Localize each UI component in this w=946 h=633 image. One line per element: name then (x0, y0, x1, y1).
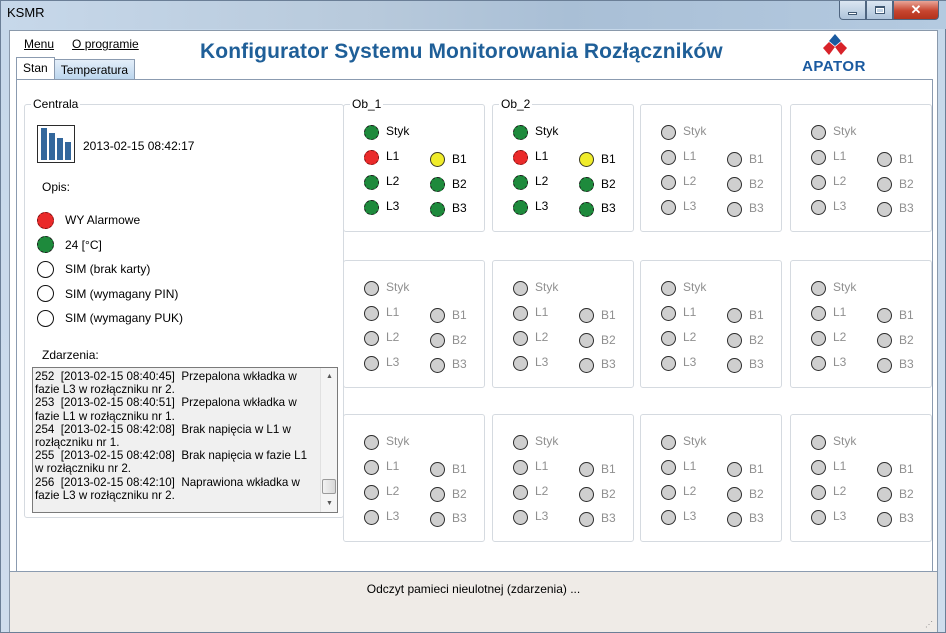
led-l3-icon (364, 510, 379, 525)
close-icon: ✕ (910, 2, 922, 17)
led-label-l2: L2 (386, 174, 400, 188)
led-label-l3: L3 (535, 509, 549, 523)
led-label-b3: B3 (749, 511, 764, 525)
led-b3-icon (727, 202, 742, 217)
status-label: WY Alarmowe (65, 213, 141, 228)
disconnector-box-4 (790, 104, 932, 232)
led-b2-icon (877, 333, 892, 348)
tab-strip (16, 57, 135, 79)
led-label-l1: L1 (535, 305, 549, 319)
led-l1-icon (661, 150, 676, 165)
event-entry: 252 [2013-02-15 08:40:45] Przepalona wkładka w fazie L3 w rozłączniku nr 2. (35, 370, 297, 397)
led-label-l1: L1 (833, 459, 847, 473)
app-title: Konfigurator Systemu Monitorowania Rozłączników (200, 40, 723, 63)
led-label-l3: L3 (683, 509, 697, 523)
tab-panel-stan (16, 79, 933, 577)
led-b2-icon (877, 177, 892, 192)
led-b3-icon (877, 358, 892, 373)
led-l1-icon (661, 460, 676, 475)
event-entry: 255 [2013-02-15 08:42:08] Brak napięcia w fazie L1 w rozłączniku nr 2. (35, 449, 308, 476)
centrala-status-list (37, 208, 183, 331)
led-label-b1: B1 (601, 308, 616, 322)
status-bar (10, 571, 937, 632)
led-b3-icon (727, 512, 742, 527)
led-styk-icon (513, 435, 528, 450)
disconnector-title: Ob_2 (501, 97, 531, 111)
menu-bar (24, 37, 139, 51)
led-l3-icon (661, 200, 676, 215)
led-b2-icon (727, 333, 742, 348)
led-label-b2: B2 (452, 177, 467, 191)
led-l3-icon (364, 356, 379, 371)
title-bar[interactable] (1, 1, 946, 29)
led-label-styk: Styk (535, 280, 559, 294)
disconnector-title: Ob_1 (352, 97, 382, 111)
led-b2-icon (579, 333, 594, 348)
menu-item-menu[interactable]: Menu (24, 37, 55, 51)
led-label-b3: B3 (899, 357, 914, 371)
opis-label: Opis: (42, 180, 71, 194)
led-label-l1: L1 (833, 149, 847, 163)
signal-bars-icon (37, 125, 75, 163)
led-b1-icon (877, 462, 892, 477)
led-l2-icon (661, 485, 676, 500)
led-label-l3: L3 (535, 355, 549, 369)
led-l3-icon (811, 510, 826, 525)
led-b1-icon (727, 308, 742, 323)
led-l3-icon (364, 200, 379, 215)
led-b2-icon (579, 177, 594, 192)
led-label-b3: B3 (601, 201, 616, 215)
led-label-l3: L3 (386, 509, 400, 523)
led-label-l2: L2 (683, 330, 697, 344)
disconnector-box-5 (343, 260, 485, 388)
led-label-l2: L2 (833, 174, 847, 188)
led-label-b2: B2 (601, 333, 616, 347)
led-label-b3: B3 (601, 357, 616, 371)
led-indicator-red (37, 212, 54, 229)
led-b1-icon (430, 308, 445, 323)
led-label-styk: Styk (683, 124, 707, 138)
disconnector-box-3 (640, 104, 782, 232)
status-bar-text: Odczyt pamieci nieulotnej (zdarzenia) ... (366, 582, 581, 596)
led-l2-icon (661, 175, 676, 190)
scroll-down-arrow-icon[interactable]: ▼ (326, 500, 333, 507)
led-label-b1: B1 (899, 462, 914, 476)
led-label-b1: B1 (452, 462, 467, 476)
led-b3-icon (430, 202, 445, 217)
led-label-l3: L3 (683, 355, 697, 369)
led-l2-icon (364, 331, 379, 346)
led-b2-icon (430, 487, 445, 502)
led-label-styk: Styk (683, 280, 707, 294)
status-sim-pin (37, 282, 183, 307)
led-label-l1: L1 (833, 305, 847, 319)
disconnector-box-11 (640, 414, 782, 542)
led-indicator-empty (37, 310, 54, 327)
led-label-styk: Styk (833, 280, 857, 294)
led-label-b3: B3 (452, 511, 467, 525)
led-label-b3: B3 (601, 511, 616, 525)
led-b2-icon (727, 487, 742, 502)
led-label-l1: L1 (386, 305, 400, 319)
led-label-b3: B3 (749, 201, 764, 215)
scrollbar-thumb[interactable] (322, 479, 336, 494)
led-styk-icon (364, 435, 379, 450)
disconnector-box-7 (640, 260, 782, 388)
led-label-l2: L2 (833, 484, 847, 498)
led-l2-icon (513, 331, 528, 346)
led-l1-icon (513, 150, 528, 165)
led-styk-icon (811, 281, 826, 296)
led-l1-icon (513, 460, 528, 475)
led-b3-icon (579, 358, 594, 373)
led-b2-icon (430, 333, 445, 348)
status-sim-puk (37, 306, 183, 331)
led-b3-icon (430, 512, 445, 527)
centrala-groupbox (24, 97, 344, 518)
led-label-l2: L2 (535, 330, 549, 344)
menu-item-o-programie[interactable]: O programie (72, 37, 139, 51)
led-l3-icon (513, 510, 528, 525)
led-l1-icon (811, 460, 826, 475)
led-label-b1: B1 (899, 308, 914, 322)
led-b1-icon (579, 152, 594, 167)
client-area (9, 30, 938, 632)
led-label-b1: B1 (601, 462, 616, 476)
led-label-l1: L1 (683, 305, 697, 319)
maximize-button[interactable] (866, 1, 893, 20)
led-label-b2: B2 (452, 333, 467, 347)
led-b1-icon (877, 152, 892, 167)
led-l1-icon (661, 306, 676, 321)
disconnector-box-6 (492, 260, 634, 388)
led-l1-icon (364, 306, 379, 321)
scroll-up-arrow-icon[interactable]: ▲ (326, 373, 333, 380)
led-label-b2: B2 (749, 487, 764, 501)
disconnector-box-1 (343, 97, 485, 232)
events-label: Zdarzenia: (42, 348, 99, 362)
led-b1-icon (579, 462, 594, 477)
maximize-icon (875, 6, 885, 14)
led-label-b2: B2 (899, 487, 914, 501)
led-label-l3: L3 (386, 199, 400, 213)
led-b3-icon (579, 512, 594, 527)
minimize-button[interactable] (839, 1, 866, 20)
disconnector-box-8 (790, 260, 932, 388)
led-l2-icon (811, 485, 826, 500)
led-l1-icon (364, 150, 379, 165)
events-scrollbar[interactable] (320, 368, 337, 512)
led-l2-icon (364, 175, 379, 190)
led-label-b1: B1 (749, 308, 764, 322)
status-temperature (37, 233, 183, 258)
led-l3-icon (513, 200, 528, 215)
led-label-b2: B2 (452, 487, 467, 501)
window-controls (839, 1, 939, 21)
led-label-styk: Styk (386, 434, 410, 448)
events-list (35, 370, 315, 502)
led-label-b3: B3 (749, 357, 764, 371)
status-label: SIM (wymagany PIN) (65, 286, 179, 301)
led-label-b3: B3 (452, 357, 467, 371)
led-styk-icon (364, 125, 379, 140)
apator-logo-icon (822, 34, 848, 56)
led-label-l1: L1 (535, 149, 549, 163)
led-label-l1: L1 (683, 149, 697, 163)
led-label-styk: Styk (386, 280, 410, 294)
led-label-l3: L3 (833, 509, 847, 523)
led-l1-icon (811, 150, 826, 165)
led-label-styk: Styk (833, 124, 857, 138)
led-label-b1: B1 (899, 152, 914, 166)
led-styk-icon (513, 125, 528, 140)
led-styk-icon (811, 125, 826, 140)
led-l2-icon (811, 175, 826, 190)
led-l1-icon (513, 306, 528, 321)
led-label-b2: B2 (601, 177, 616, 191)
led-label-l2: L2 (683, 484, 697, 498)
led-b3-icon (877, 202, 892, 217)
disconnector-box-12 (790, 414, 932, 542)
led-l2-icon (661, 331, 676, 346)
led-l3-icon (661, 356, 676, 371)
led-indicator-green (37, 236, 54, 253)
led-label-l1: L1 (386, 149, 400, 163)
led-label-styk: Styk (535, 124, 559, 138)
led-b2-icon (430, 177, 445, 192)
led-label-styk: Styk (386, 124, 410, 138)
led-label-l2: L2 (683, 174, 697, 188)
events-log[interactable] (32, 367, 338, 513)
led-label-b2: B2 (749, 177, 764, 191)
led-l2-icon (513, 485, 528, 500)
window-title: KSMR (7, 5, 45, 20)
led-label-styk: Styk (833, 434, 857, 448)
led-l3-icon (513, 356, 528, 371)
led-label-b1: B1 (749, 152, 764, 166)
led-indicator-empty (37, 261, 54, 278)
led-label-l2: L2 (386, 484, 400, 498)
led-styk-icon (364, 281, 379, 296)
led-styk-icon (513, 281, 528, 296)
centrala-timestamp: 2013-02-15 08:42:17 (83, 139, 195, 153)
led-label-b2: B2 (899, 333, 914, 347)
apator-logo (788, 34, 880, 78)
led-b1-icon (579, 308, 594, 323)
led-label-l3: L3 (683, 199, 697, 213)
disconnector-box-9 (343, 414, 485, 542)
led-label-l3: L3 (833, 355, 847, 369)
tab-stan[interactable]: Stan (16, 57, 55, 79)
status-label: 24 [°C] (65, 237, 102, 252)
led-label-b3: B3 (899, 201, 914, 215)
event-entry: 256 [2013-02-15 08:42:10] Naprawiona wkładka w fazie L3 w rozłączniku nr 2. (35, 475, 300, 502)
led-b1-icon (430, 462, 445, 477)
led-styk-icon (661, 435, 676, 450)
led-styk-icon (661, 125, 676, 140)
led-label-l1: L1 (386, 459, 400, 473)
event-entry: 254 [2013-02-15 08:42:08] Brak napięcia w L1 w rozłączniku nr 1. (35, 422, 291, 450)
led-l2-icon (811, 331, 826, 346)
led-l3-icon (811, 200, 826, 215)
led-label-b3: B3 (899, 511, 914, 525)
led-b1-icon (727, 152, 742, 167)
led-l1-icon (364, 460, 379, 475)
led-b3-icon (727, 358, 742, 373)
disconnector-box-10 (492, 414, 634, 542)
led-l2-icon (513, 175, 528, 190)
led-label-styk: Styk (683, 434, 707, 448)
led-label-b1: B1 (452, 308, 467, 322)
status-sim-brak-karty (37, 257, 183, 282)
led-b2-icon (877, 487, 892, 502)
led-label-b3: B3 (452, 201, 467, 215)
led-label-b2: B2 (899, 177, 914, 191)
tab-temperatura[interactable]: Temperatura (54, 59, 135, 79)
led-b3-icon (579, 202, 594, 217)
led-label-l3: L3 (535, 199, 549, 213)
led-label-l2: L2 (535, 484, 549, 498)
led-label-styk: Styk (535, 434, 559, 448)
led-label-b1: B1 (452, 152, 467, 166)
led-l3-icon (811, 356, 826, 371)
led-label-l3: L3 (386, 355, 400, 369)
minimize-icon (848, 12, 857, 15)
led-l2-icon (364, 485, 379, 500)
led-label-l2: L2 (535, 174, 549, 188)
led-l1-icon (811, 306, 826, 321)
led-b3-icon (877, 512, 892, 527)
led-label-b1: B1 (601, 152, 616, 166)
led-indicator-empty (37, 285, 54, 302)
led-label-b1: B1 (749, 462, 764, 476)
led-label-b2: B2 (601, 487, 616, 501)
led-label-b2: B2 (749, 333, 764, 347)
led-label-l1: L1 (683, 459, 697, 473)
led-b2-icon (727, 177, 742, 192)
resize-grip-icon[interactable]: ⋰ (925, 620, 933, 629)
led-styk-icon (661, 281, 676, 296)
led-label-l3: L3 (833, 199, 847, 213)
status-label: SIM (wymagany PUK) (65, 311, 184, 326)
status-wy-alarmowe (37, 208, 183, 233)
event-entry: 253 [2013-02-15 08:40:51] Przepalona wkładka w fazie L1 w rozłączniku nr 1. (35, 396, 297, 423)
led-label-l2: L2 (833, 330, 847, 344)
led-b3-icon (430, 358, 445, 373)
led-styk-icon (811, 435, 826, 450)
disconnector-box-2 (492, 97, 634, 232)
led-b1-icon (430, 152, 445, 167)
status-label: SIM (brak karty) (65, 262, 151, 277)
led-b1-icon (727, 462, 742, 477)
led-b1-icon (877, 308, 892, 323)
led-label-l2: L2 (386, 330, 400, 344)
led-label-l1: L1 (535, 459, 549, 473)
close-button[interactable] (893, 1, 939, 20)
led-b2-icon (579, 487, 594, 502)
led-l3-icon (661, 510, 676, 525)
logo-text: APATOR (802, 58, 866, 75)
centrala-title: Centrala (33, 97, 79, 111)
